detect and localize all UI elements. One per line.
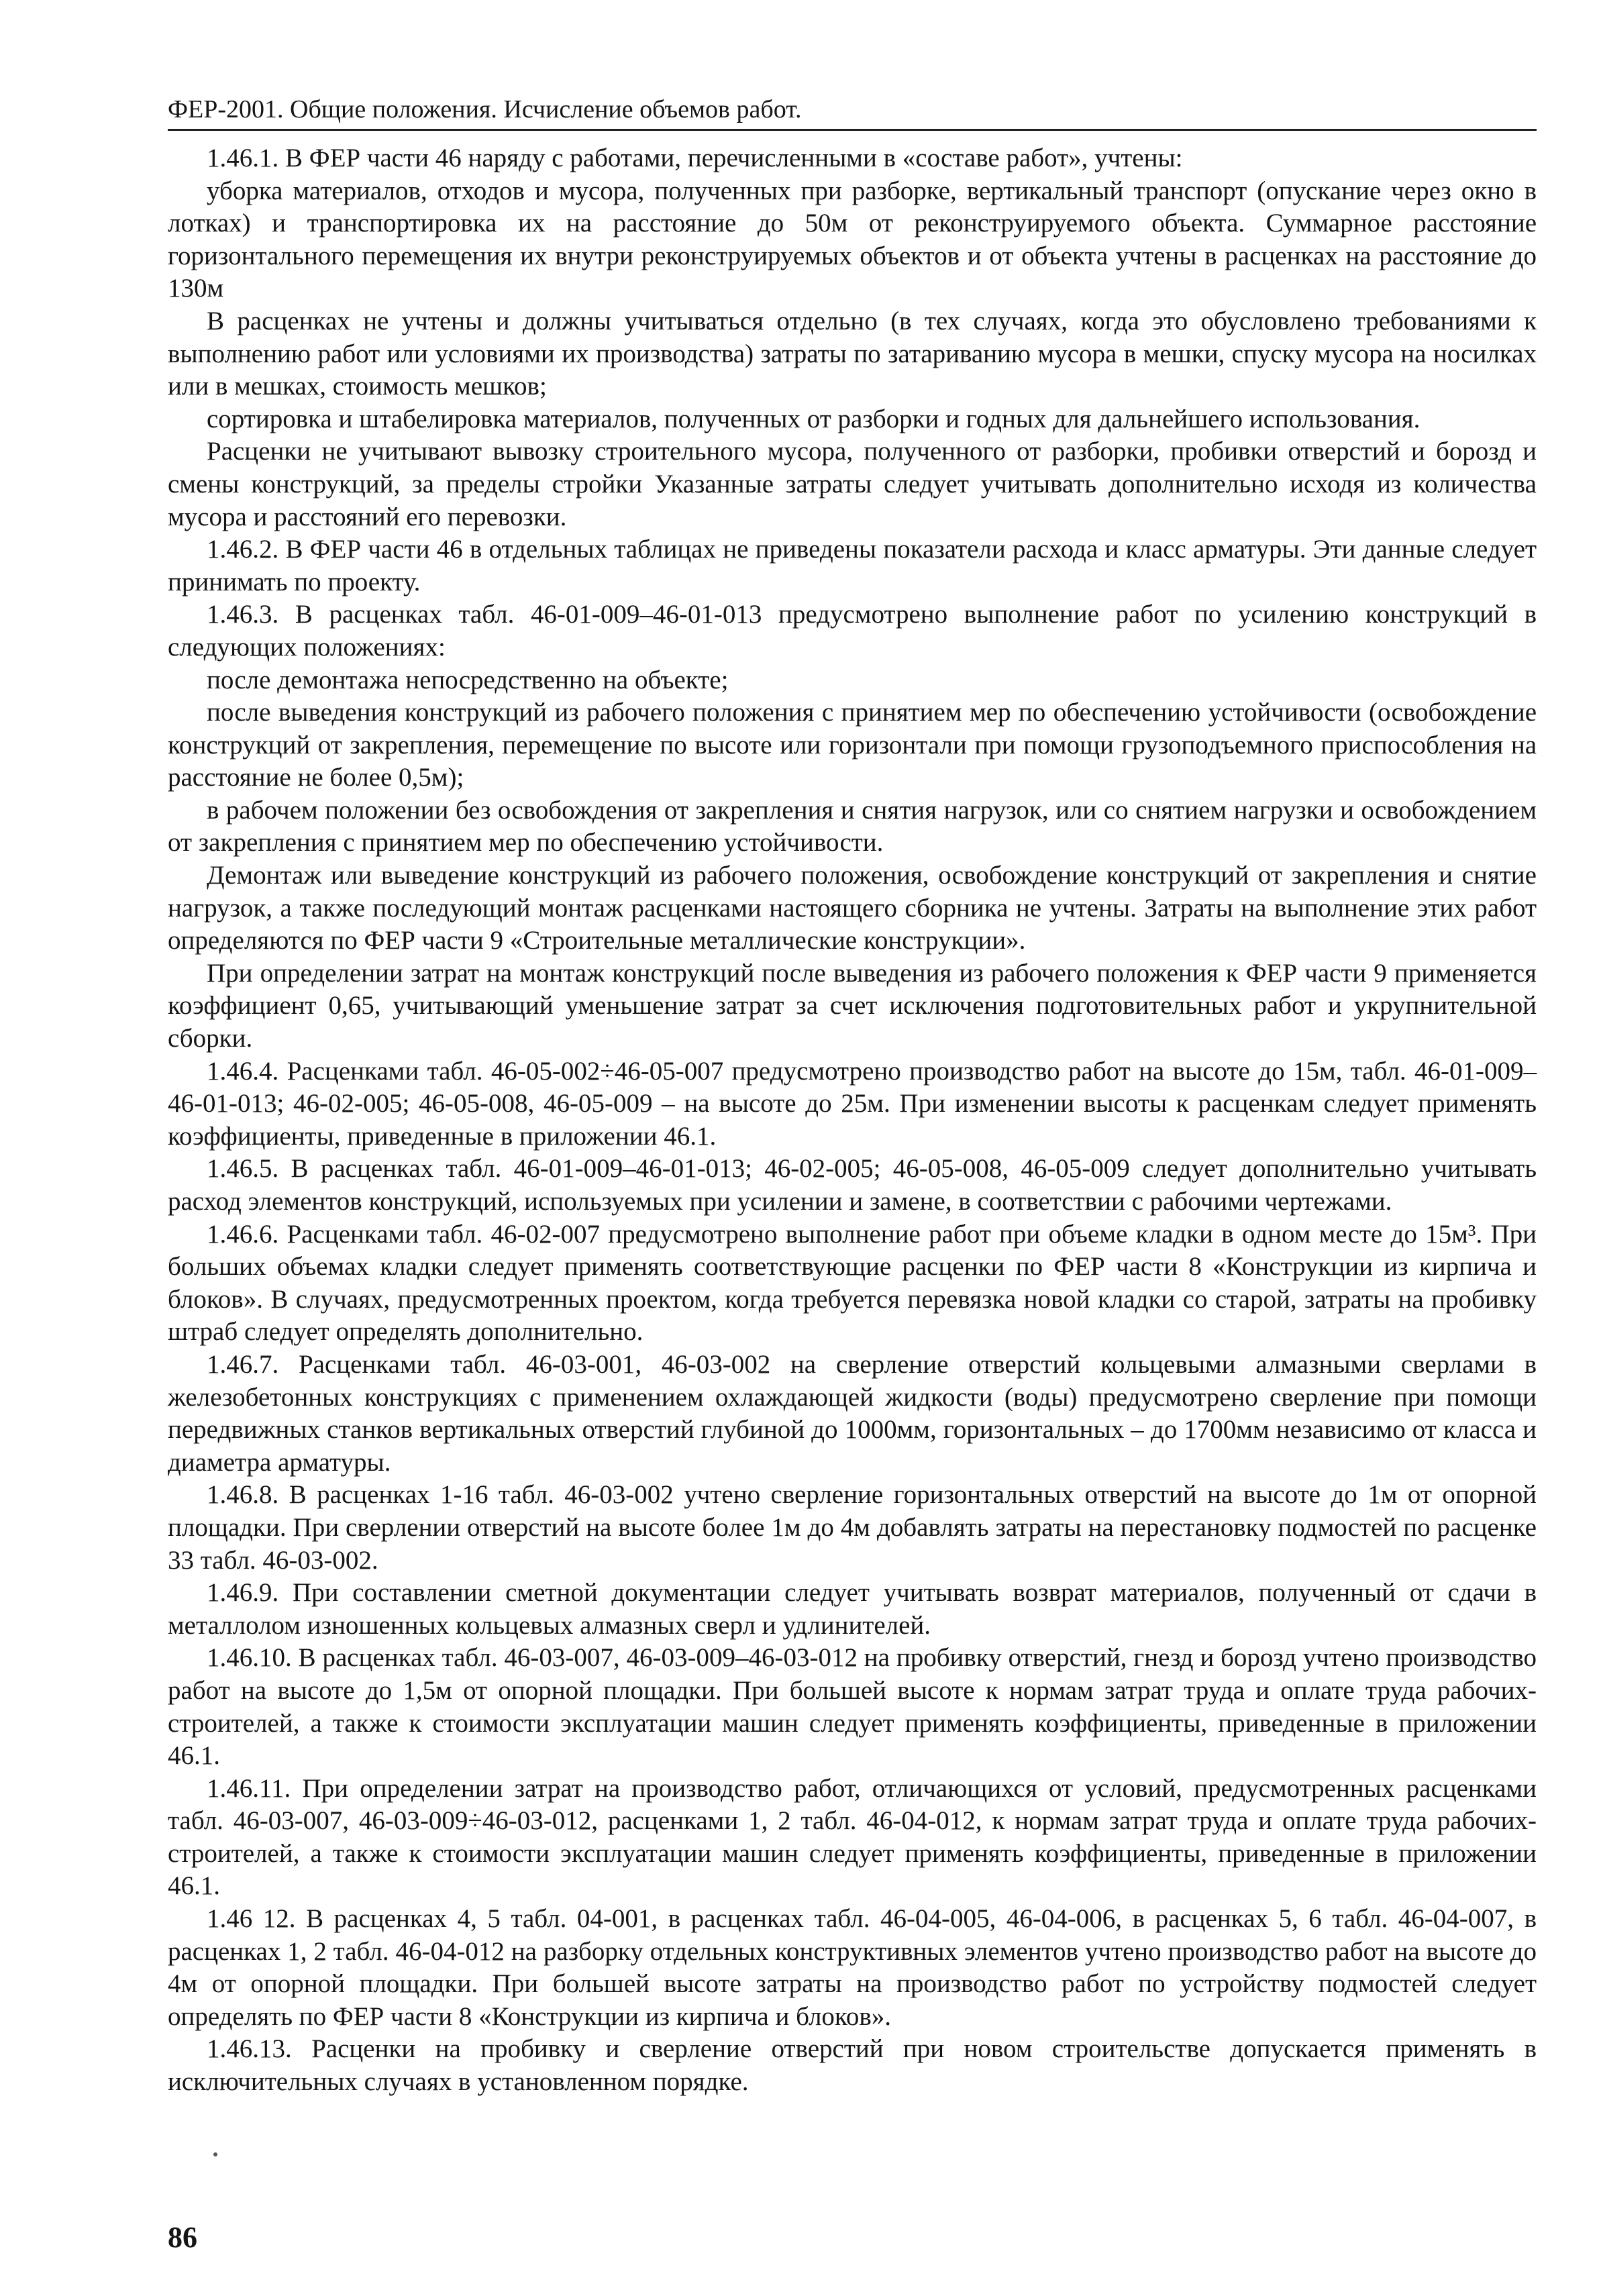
paragraph-not-included: В расценках не учтены и должны учитываться отдельно (в тех случаях, когда это обусловлено требованиями к выполнению работ или условиями их производства) затраты по затариванию мусора в мешки, спуску мусора на носилках или в мешках, стоимость мешков; (168, 306, 1537, 401)
scan-dot-mark (213, 2152, 217, 2156)
paragraph-1-46-5: 1.46.5. В расценках табл. 46-01-009–46-01-013; 46-02-005; 46-05-008, 46-05-009 следует дополнительно учитывать расход элементов конструкций, используемых при усилении и замене, в соответствии с рабочими чертежами. (168, 1154, 1537, 1216)
paragraph-1-46-13: 1.46.13. Расценки на пробивку и сверление отверстий при новом строительстве допускается применять в исключительных случаях в установленном порядке. (168, 2034, 1537, 2097)
paragraph-dismantling: Демонтаж или выведение конструкций из рабочего положения, освобождение конструкций от закрепления и снятие нагрузок, а также последующий монтаж расценками настоящего сборника не учтены. Затраты на выполнение этих работ определяются по ФЕР части 9 «Строительные металлические конструкции». (168, 861, 1537, 955)
paragraph-1-46-1: 1.46.1. В ФЕР части 46 наряду с работами, перечисленными в «составе работ», учтены: (207, 144, 1183, 172)
paragraph-1-46-7: 1.46.7. Расценками табл. 46-03-001, 46-03-002 на сверление отверстий кольцевыми алмазными сверлами в железобетонных конструкциях с применением охлаждающей жидкости (воды) предусмотрено сверление при помощи передвижных станков вертикальных отверстий глубиной до 1000мм, горизонтальных – до 1700мм независимо от класса и диаметра арматуры. (168, 1349, 1537, 1477)
page-number: 86 (168, 2221, 197, 2254)
paragraph-1-46-3: 1.46.3. В расценках табл. 46-01-009–46-01-013 предусмотрено выполнение работ по усилению конструкций в следующих положениях: (168, 600, 1537, 662)
paragraph-1-46-6: 1.46.6. Расценками табл. 46-02-007 предусмотрено выполнение работ при объеме кладки в одном месте до 15м³. При больших объемах кладки следует применять соответствующие расценки по ФЕР части 8 «Конструкции из кирпича и блоков». В случаях, предусмотренных проектом, когда требуется перевязка новой кладки со старой, затраты на пробивку штраб следует определять дополнительно. (168, 1219, 1537, 1347)
paragraph-1-46-12: 1.46 12. В расценках 4, 5 табл. 04-001, в расценках табл. 46-04-005, 46-04-006, в расценках 5, 6 табл. 46-04-007, в расценках 1, 2 табл. 46-04-012 на разборку отдельных конструктивных элементов учтено производство работ на высоте до 4м от опорной площадки. При большей высоте затраты на производство работ по устройству подмостей следует определять по ФЕР части 8 «Конструкции из кирпича и блоков». (168, 1904, 1537, 2031)
paragraph-1-46-8: 1.46.8. В расценках 1-16 табл. 46-03-002 учтено сверление горизонтальных отверстий на высоте до 1м от опорной площадки. При сверлении отверстий на высоте более 1м до 4м добавлять затраты на перестановку подмостей по расценке 33 табл. 46-03-002. (168, 1480, 1537, 1575)
running-header: ФЕР-2001. Общие положения. Исчисление объемов работ. (168, 95, 802, 123)
paragraph-after-dismantling: после демонтажа непосредственно на объекте; (207, 665, 729, 694)
paragraph-1-46-2: 1.46.2. В ФЕР части 46 в отдельных таблицах не приведены показатели расхода и класс арматуры. Эти данные следует принимать по проекту. (168, 535, 1537, 596)
paragraph-coefficient: При определении затрат на монтаж конструкций после выведения из рабочего положения к ФЕР части 9 применяется коэффициент 0,65, учитывающий уменьшение затрат за счет исключения подготовительных работ и укрупнительной сборки. (168, 958, 1537, 1053)
paragraph-sorting: сортировка и штабелировка материалов, полученных от разборки и годных для дальнейшего использования. (207, 404, 1421, 433)
paragraph-1-46-9: 1.46.9. При составлении сметной документации следует учитывать возврат материалов, полученный от сдачи в металлолом изношенных кольцевых алмазных сверл и удлинителей. (168, 1578, 1537, 1640)
paragraph-1-46-11: 1.46.11. При определении затрат на производство работ, отличающихся от условий, предусмотренных расценками табл. 46-03-007, 46-03-009÷46-03-012, расценками 1, 2 табл. 46-04-012, к нормам затрат труда и оплате труда рабочих-строителей, а также к стоимости эксплуатации машин следует применять коэффициенты, приведенные в приложении 46.1. (168, 1773, 1537, 1901)
paragraph-1-46-10: 1.46.10. В расценках табл. 46-03-007, 46-03-009–46-03-012 на пробивку отверстий, гнезд и борозд учтено производство работ на высоте до 1,5м от опорной площадки. При большей высоте к нормам затрат труда и оплате труда рабочих-строителей, а также к стоимости эксплуатации машин следует применять коэффициенты, приведенные в приложении 46.1. (168, 1643, 1537, 1771)
paragraph-1-46-4: 1.46.4. Расценками табл. 46-05-002÷46-05-007 предусмотрено производство работ на высоте до 15м, табл. 46-01-009–46-01-013; 46-02-005; 46-05-008, 46-05-009 – на высоте до 25м. При изменении высоты к расценкам следует применять коэффициенты, приведенные в приложении 46.1. (168, 1056, 1537, 1151)
paragraph-after-removal: после выведения конструкций из рабочего положения с принятием мер по обеспечению устойчивости (освобождение конструкций от закрепления, перемещение по высоте или горизонтали при помощи грузоподъемного приспособления на расстояние не более 0,5м); (168, 698, 1537, 792)
header-rule (168, 129, 1537, 131)
paragraph-working-position: в рабочем положении без освобождения от закрепления и снятия нагрузок, или со снятием нагрузки и освобождением от закрепления с принятием мер по обеспечению устойчивости. (168, 795, 1537, 857)
paragraph-cleanup: уборка материалов, отходов и мусора, полученных при разборке, вертикальный транспорт (опускание через окно в лотках) и транспортировка их на расстояние до 50м от реконструируемого объекта. Суммарное расстояние горизонтального перемещения их внутри реконструируемых объектов и от объекта учтены в расценках на расстояние до 130м (168, 176, 1537, 303)
paragraph-removal: Расценки не учитывают вывозку строительного мусора, полученного от разборки, пробивки отверстий и борозд и смены конструкций, за пределы стройки Указанные затраты следует учитывать дополнительно исходя из количества мусора и расстояний его перевозки. (168, 437, 1537, 531)
document-body (168, 142, 1537, 2099)
